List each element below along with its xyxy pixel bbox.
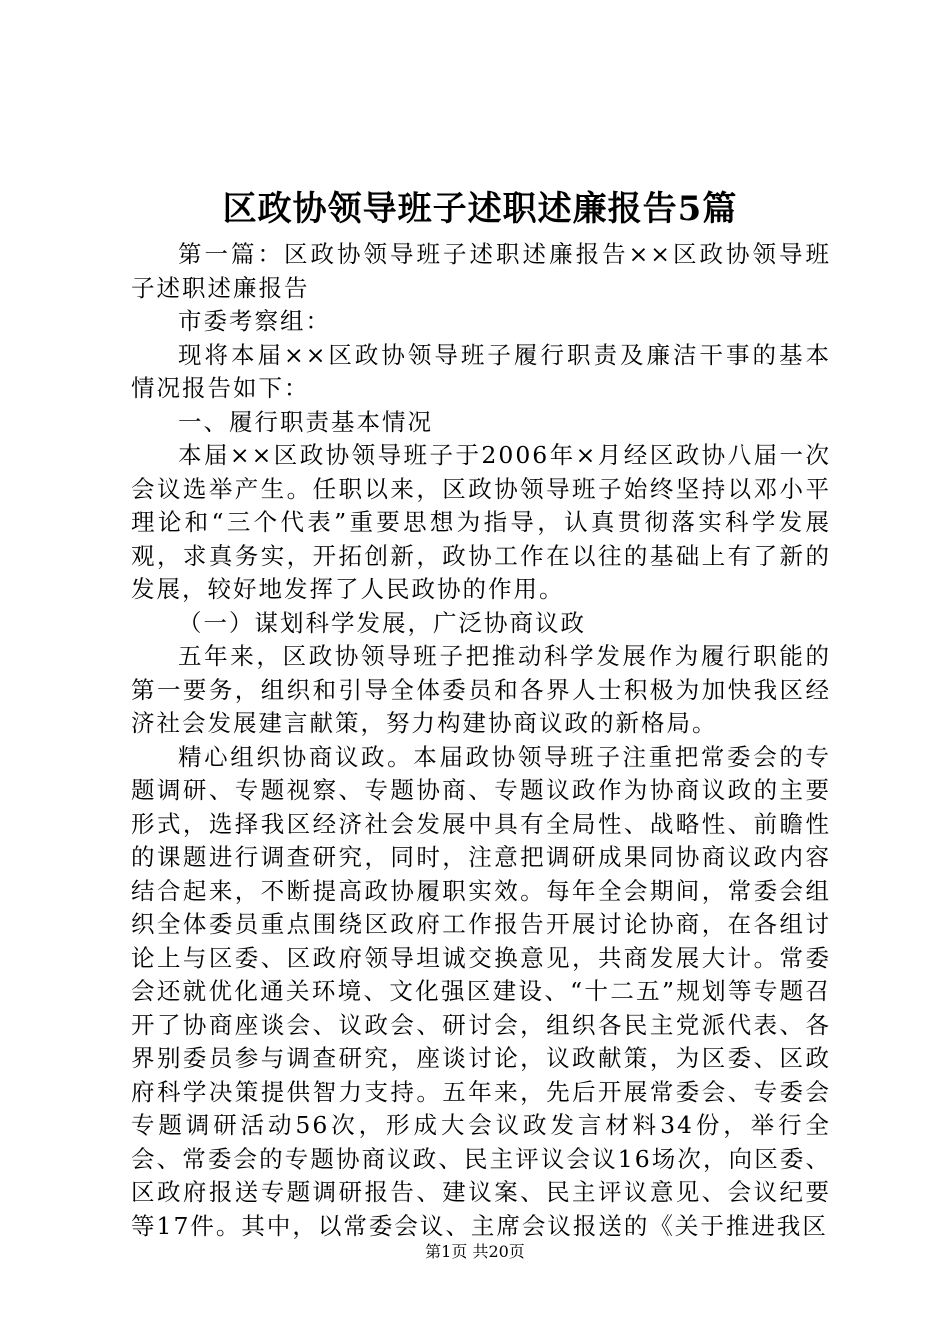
subsection-heading-1: （一）谋划科学发展，广泛协商议政 bbox=[178, 608, 586, 637]
paragraph-chapter-heading: 第一篇：区政协领导班子述职述廉报告××区政协领导班子述职述廉报告 bbox=[131, 240, 831, 302]
paragraph-intro: 现将本届××区政协领导班子履行职责及廉洁干事的基本情况报告如下： bbox=[131, 340, 831, 402]
paragraph-five-years: 五年来，区政协领导班子把推动科学发展作为履行职能的第一要务，组织和引导全体委员和各界人士积极为加快我区经济社会发展建言献策，努力构建协商议政的新格局。 bbox=[131, 642, 831, 737]
paragraph-salutation: 市委考察组： bbox=[178, 307, 331, 335]
document-body bbox=[131, 238, 831, 1243]
document-title: 区政协领导班子述职述廉报告5篇 bbox=[222, 189, 738, 229]
section-heading-1: 一、履行职责基本情况 bbox=[178, 407, 433, 436]
paragraph-overview: 本届××区政协领导班子于2006年×月经区政协八届一次会议选举产生。任职以来，区政协领导班子始终坚持以邓小平理论和“三个代表”重要思想为指导，认真贯彻落实科学发展观，求真务实，开拓创新，政协工作在以往的基础上有了新的发展，较好地发挥了人民政协的作用。 bbox=[131, 441, 831, 603]
paragraph-consultation: 精心组织协商议政。本届政协领导班子注重把常委会的专题调研、专题视察、专题协商、专题议政作为协商议政的主要形式，选择我区经济社会发展中具有全局性、战略性、前瞻性的课题进行调查研究，同时，注意把调研成果同协商议政内容结合起来，不断提高政协履职实效。每年全会期间，常委会组织全体委员重点围绕区政府工作报告开展讨论协商，在各组讨论上与区委、区政府领导坦诚交换意见，共商发展大计。常委会还就优化通关环境、文化强区建设、“十二五”规划等专题召开了协商座谈会、议政会、研讨会，组织各民主党派代表、各界别委员参与调查研究，座谈讨论，议政献策，为区委、区政府科学决策提供智力支持。五年来，先后开展常委会、专委会专题调研活动56次，形成大会议政发言材料34份，举行全会、常委会的专题协商议政、民主评议会议16场次，向区委、区政府报送专题调研报告、建议案、民主评议意见、会议纪要等17件。其中，以常委会议、主席会议报送的《关于推进我区 bbox=[131, 742, 831, 1240]
page-number-footer: 第1页 共20页 bbox=[425, 1242, 525, 1261]
